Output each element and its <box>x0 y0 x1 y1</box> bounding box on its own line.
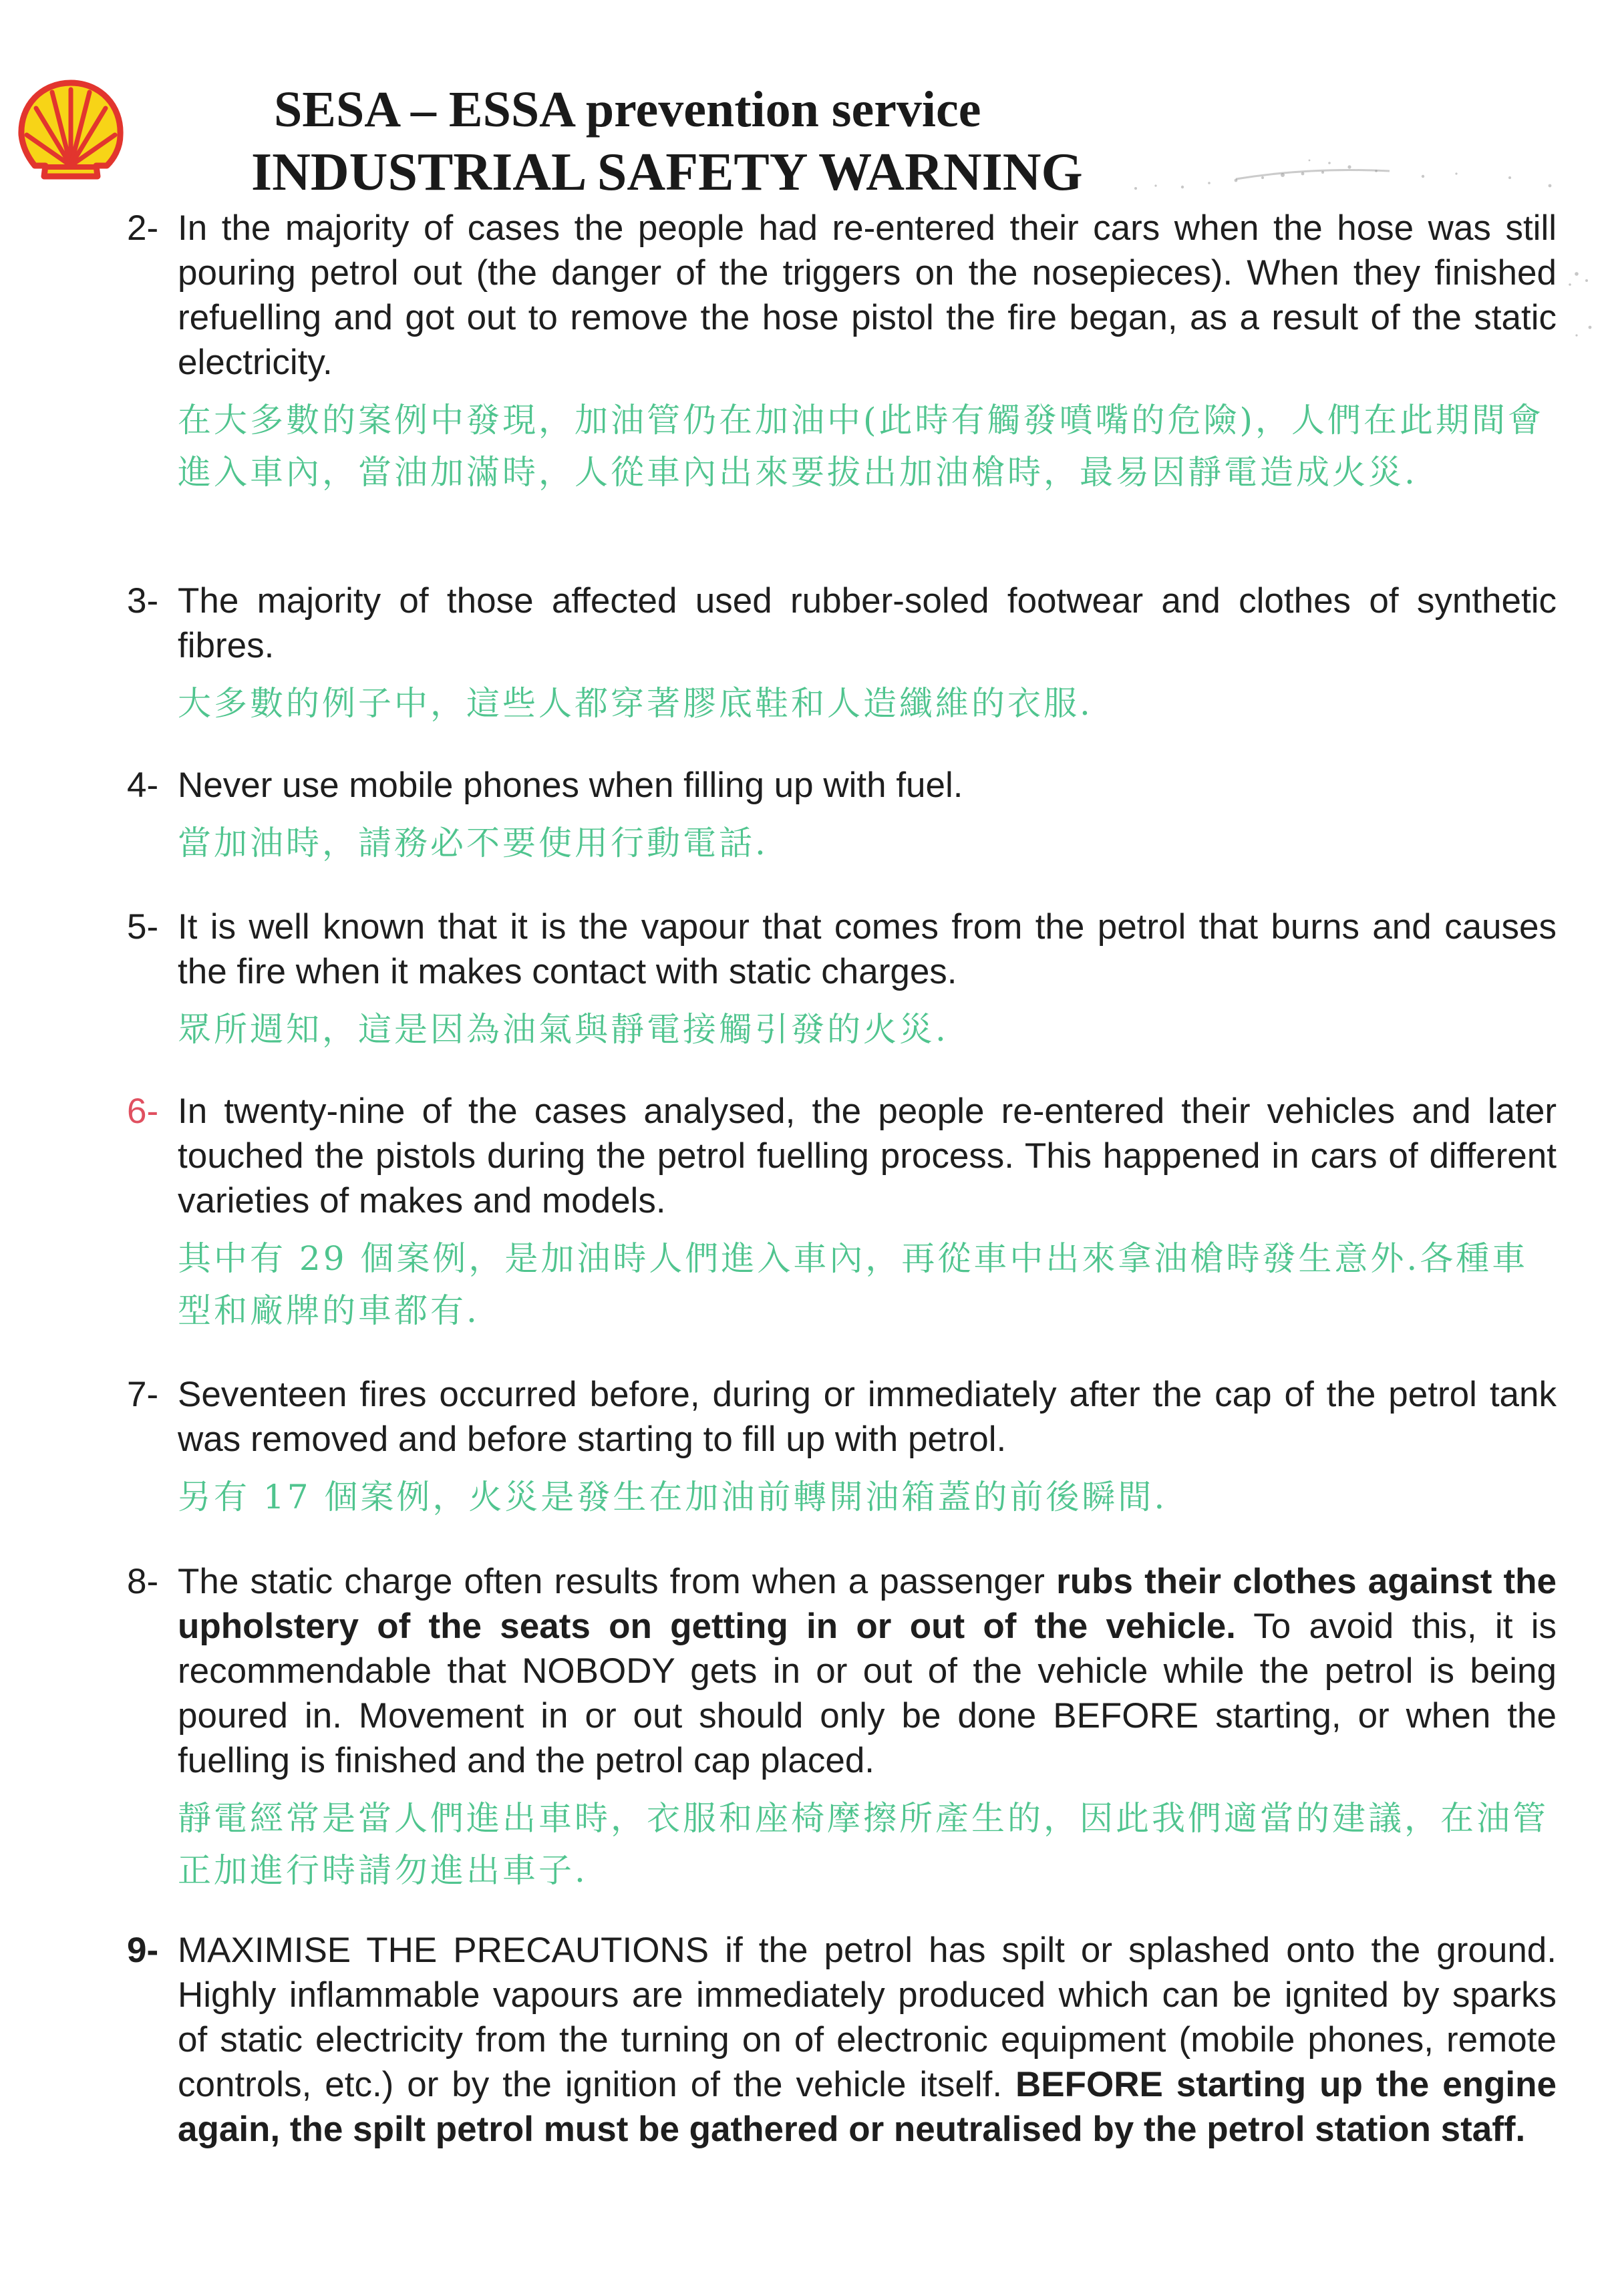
bold-text: BEFORE starting up the engine again, the spilt petrol must be gathered or neutralised by the petrol station staff. <box>178 2065 1557 2149</box>
item-english-text <box>178 1559 1557 1783</box>
text-run: In twenty-nine of the cases analysed, the people re-entered their vehicles and later touched the pistols during the petrol fuelling process. This happened in cars of different varieties of makes and models. <box>178 1092 1557 1220</box>
warning-item <box>127 1372 1557 1523</box>
item-english-text <box>178 905 1557 994</box>
item-chinese-text: 其中有 29 個案例，是加油時人們進入車內，再從車中出來拿油槍時發生意外.各種車型和廠牌的車都有. <box>178 1239 1528 1330</box>
item-english-text <box>178 763 1557 808</box>
text-run: It is well known that it is the vapour that comes from the petrol that burns and causes the fire when it makes contact with static charges. <box>178 907 1557 991</box>
warning-item <box>127 763 1557 869</box>
item-number: 9- <box>127 1931 159 1970</box>
shell-logo-icon <box>15 79 127 180</box>
text-run: To avoid this, it is recommendable that NOBODY gets in or out of the vehicle while the petrol is being poured in. Movement in or out should only be done BEFORE starting, or when the fuelling is finished and the petrol cap placed. <box>178 1607 1557 1780</box>
warning-item <box>127 1089 1557 1337</box>
item-english-text <box>178 1372 1557 1462</box>
warning-item <box>127 579 1557 729</box>
text-run: MAXIMISE THE PRECAUTIONS if the petrol has spilt or splashed onto the ground. Highly inflammable vapours are immediately produced which can be ignited by sparks of static electricity from the turning on of electronic equipment (mobile phones, remote controls, etc.) or by the ignition of the vehicle itself. <box>178 1931 1557 2104</box>
item-number: 3- <box>127 581 159 621</box>
text-run: Seventeen fires occurred before, during or immediately after the cap of the petrol tank was removed and before starting to fill up with petrol. <box>178 1375 1557 1459</box>
item-chinese-text: 靜電經常是當人們進出車時，衣服和座椅摩擦所產生的，因此我們適當的建議，在油管正加進行時請勿進出車子. <box>178 1799 1549 1890</box>
text-run: Never use mobile phones when filling up with fuel. <box>178 766 963 805</box>
item-english-text <box>178 579 1557 668</box>
item-number: 2- <box>127 208 159 248</box>
item-number: 7- <box>127 1375 159 1414</box>
warning-item <box>127 1559 1557 1897</box>
item-chinese-text: 另有 17 個案例，火災是發生在加油前轉開油箱蓋的前後瞬間. <box>178 1478 1168 1516</box>
item-number: 5- <box>127 907 159 947</box>
warning-item <box>127 1928 1557 2152</box>
text-run: The static charge often results from when a passenger <box>178 1562 1057 1601</box>
item-chinese-text: 當加油時，請務必不要使用行動電話. <box>178 824 768 862</box>
item-english-text <box>178 206 1557 385</box>
item-number: 4- <box>127 766 159 805</box>
item-chinese-text: 在大多數的案例中發現，加油管仍在加油中(此時有觸發噴嘴的危險)，人們在此期間會進入車內，當油加滿時，人從車內出來要拔出加油槍時，最易因靜電造成火災. <box>178 401 1545 492</box>
item-number: 8- <box>127 1562 159 1601</box>
text-run: In the majority of cases the people had re-entered their cars when the hose was still pouring petrol out (the danger of the triggers on the nosepieces). When they finished refuelling and got out to remove the hose pistol the fire began, as a result of the static electricity. <box>178 208 1557 382</box>
item-english-text <box>178 1089 1557 1223</box>
text-run: The majority of those affected used rubber-soled footwear and clothes of synthetic fibres. <box>178 581 1557 665</box>
warning-item <box>127 206 1557 498</box>
warning-item <box>127 905 1557 1055</box>
bold-text: rubs their clothes against the upholstery of the seats on getting in or out of the vehicle. <box>178 1562 1557 1646</box>
item-number: 6- <box>127 1092 159 1131</box>
header-line-1: SESA – ESSA prevention service <box>274 81 981 138</box>
item-chinese-text: 眾所週知，這是因為油氣與靜電接觸引發的火災. <box>178 1010 949 1049</box>
header-line-2: INDUSTRIAL SAFETY WARNING <box>251 143 1083 202</box>
item-chinese-text: 大多數的例子中，這些人都穿著膠底鞋和人造纖維的衣服. <box>178 684 1093 723</box>
item-english-text <box>178 1928 1557 2152</box>
